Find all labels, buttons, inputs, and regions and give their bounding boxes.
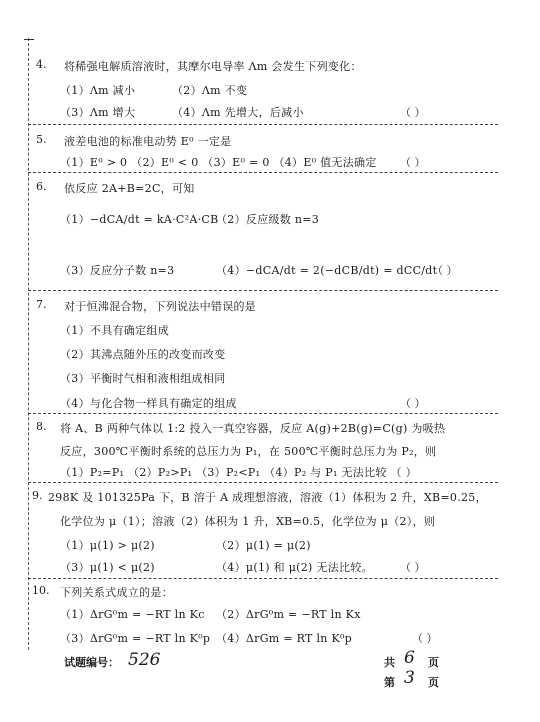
question-stem: 液差电池的标准电动势 E⁰ 一定是 [64,135,232,148]
divider [28,172,498,173]
option-2: （2）其沸点随外压的改变而改变 [60,348,226,361]
option-4: （4）−dCA/dt = 2(−dCB/dt) = dCC/dt [216,264,438,277]
question-stem: 下列关系式成立的是： [60,586,173,599]
option-1: （1）μ(1) > μ(2) [60,539,155,552]
question-stem-line2: 反应，300℃平衡时系统的总压力为 P₁，在 500℃平衡时总压力为 P₂，则 [60,445,437,458]
option-3: （3）反应分子数 n=3 [60,264,175,277]
answer-blank: （ ） [400,561,426,574]
divider [28,578,498,579]
current-page-unit: 页 [428,676,439,689]
question-number: 7. [36,298,47,311]
option-4: （4）ΔrGm = RT ln K⁰p [216,632,353,645]
option-2: （2）反应级数 n=3 [216,213,320,226]
option-1: （1）ΔrG⁰m = −RT ln Kc [60,608,205,621]
option-2: （2）μ(1) = μ(2) [216,539,311,552]
question-number: 6. [36,180,47,193]
answer-blank: （ ） [400,397,426,410]
total-pages-value: 6 [404,648,415,668]
top-tick [24,39,34,40]
option-3: （3）μ(1) < μ(2) [60,561,155,574]
option-1: （1）不具有确定组成 [60,324,169,337]
option-3: （3）ΔrG⁰m = −RT ln K⁰p [60,632,211,645]
question-stem-line1: 298K 及 101325Pa 下，B 溶于 A 成理想溶液，溶液（1）体积为 2 升，XB=0.25， [48,491,487,504]
question-number: 10. [32,584,50,597]
divider [28,413,498,414]
answer-blank: （ ） [412,632,438,645]
divider [28,290,498,291]
answer-blank: （ ） [400,156,426,169]
question-stem-line1: 将 A、B 两种气体以 1:2 投入一真空容器，反应 A(g)+2B(g)=C(g) 为吸热 [60,422,446,435]
question-stem: 依反应 2A+B=2C，可知 [64,182,195,195]
current-page-value: 3 [404,668,415,688]
divider [28,482,498,483]
question-stem-line2: 化学位为 μ（1）；溶液（2）体积为 1 升，XB=0.5，化学位为 μ（2），则 [60,515,436,528]
current-page-label: 第 [384,676,395,689]
total-pages-label: 共 [384,656,395,669]
question-stem: 将稀强电解质溶液时，其摩尔电导率 Λm 会发生下列变化： [64,60,362,73]
option-2: （2）ΔrG⁰m = −RT ln Kx [216,608,361,621]
option-4: （4）μ(1) 和 μ(2) 无法比较。 [216,561,373,574]
exam-code-value: 526 [128,650,161,670]
option-4: （4）Λm 先增大，后减小 [172,106,304,119]
answer-blank: （ ） [400,106,426,119]
question-number: 8. [36,420,47,433]
options-row: （1）E⁰ > 0 （2）E⁰ < 0 （3）E⁰ = 0 （4）E⁰ 值无法确定 [60,156,377,169]
exam-code-label: 试题编号： [64,656,119,669]
option-4: （4）与化合物一样具有确定的组成 [60,397,237,410]
option-3: （3）平衡时气相和液相组成相同 [60,372,226,385]
question-number: 5. [36,133,47,146]
total-pages-unit: 页 [428,656,439,669]
question-number: 9. [32,489,43,502]
option-3: （3）Λm 增大 [60,106,136,119]
options-row: （1）P₂=P₁ （2）P₂>P₁ （3）P₂<P₁ （4）P₂ 与 P₁ 无法比较 （ ） [60,466,417,479]
answer-blank: （ ） [432,264,458,277]
option-1: （1）−dCA/dt = kA·C²A·CB [60,213,219,226]
option-1: （1）Λm 减小 [60,84,136,97]
divider [28,124,498,125]
question-stem: 对于恒沸混合物，下列说法中错误的是 [64,300,257,313]
option-2: （2）Λm 不变 [172,84,248,97]
margin-line [28,38,29,650]
question-number: 4. [36,58,47,71]
